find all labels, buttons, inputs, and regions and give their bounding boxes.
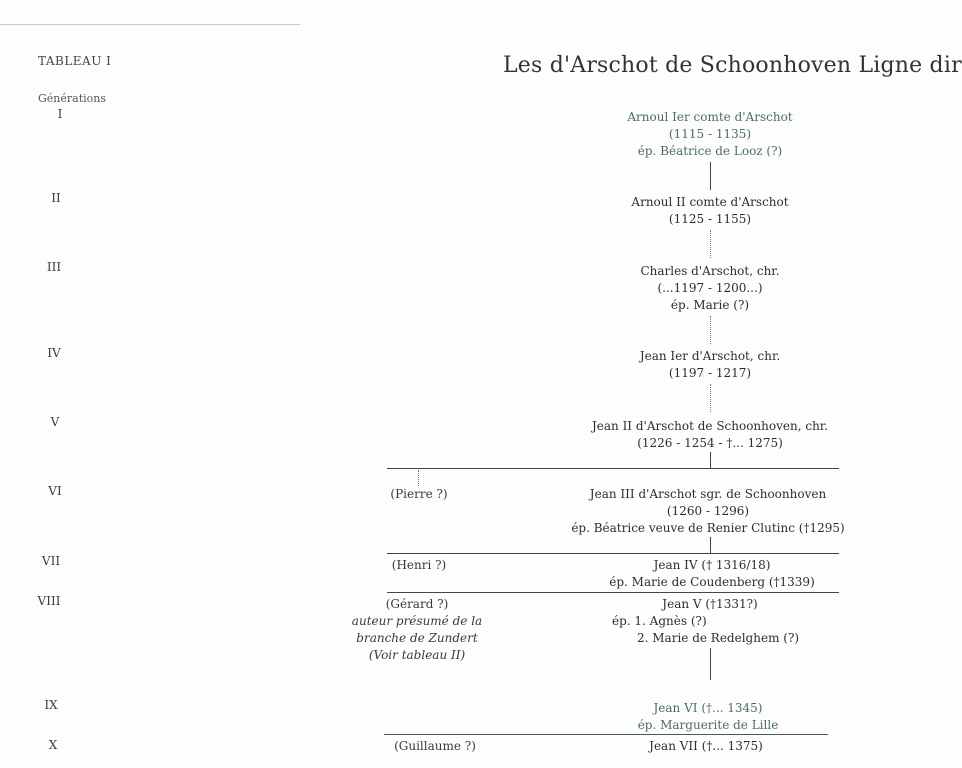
person-jean-v: Jean V (†1331?): [662, 597, 758, 611]
lineage-line: [710, 537, 711, 553]
person-jean-v-spouses: ép. 1. Agnès (?) 2. Marie de Redelghem (?): [612, 614, 800, 645]
person-jean-iv: Jean IV († 1316/18) ép. Marie de Coudenberg (†1339): [609, 558, 815, 589]
person-jean-vii: Jean VII (†... 1375): [649, 739, 763, 753]
generation-number: VIII: [37, 594, 61, 608]
generation-number: X: [48, 738, 58, 752]
generation-number: V: [50, 415, 60, 429]
person-jean-vi: Jean VI (†... 1345) ép. Marguerite de Lille: [637, 701, 779, 732]
person-charles: Charles d'Arschot, chr. (...1197 - 1200...) ép. Marie (?): [640, 264, 780, 312]
sibling-bar: [387, 592, 839, 593]
generation-number: I: [57, 107, 63, 121]
person-gerard: (Gérard ?) auteur présumé de la branche de Zundert (Voir tableau II): [351, 597, 483, 662]
person-henri: (Henri ?): [391, 558, 447, 572]
generation-number: II: [51, 191, 61, 205]
uncertain-lineage-line: [418, 470, 419, 486]
lineage-line: [710, 162, 711, 190]
person-arnoul-i: Arnoul Ier comte d'Arschot (1115 - 1135) ép. Béatrice de Looz (?): [627, 110, 793, 158]
scan-edge-line: [0, 24, 300, 25]
person-jean-ii: Jean II d'Arschot de Schoonhoven, chr. (1226 - 1254 - †... 1275): [591, 419, 829, 450]
generation-number: IX: [44, 698, 58, 712]
lineage-line: [710, 648, 711, 680]
sibling-bar: [384, 734, 828, 735]
uncertain-lineage-line: [710, 384, 711, 412]
sibling-bar: [387, 468, 839, 469]
person-arnoul-ii: Arnoul II comte d'Arschot (1125 - 1155): [631, 195, 789, 226]
person-jean-iii: Jean III d'Arschot sgr. de Schoonhoven (1260 - 1296) ép. Béatrice veuve de Renier Clutinc (†1295): [571, 487, 845, 535]
generations-header: Générations: [38, 92, 106, 105]
generation-number: IV: [47, 346, 61, 360]
person-guillaume: (Guillaume ?): [394, 739, 476, 753]
tableau-label: TABLEAU I: [38, 54, 112, 68]
person-jean-i: Jean Ier d'Arschot, chr. (1197 - 1217): [639, 349, 781, 380]
generation-number: III: [46, 260, 62, 274]
generation-number: VII: [41, 554, 61, 568]
lineage-line: [710, 452, 711, 468]
uncertain-lineage-line: [710, 230, 711, 258]
uncertain-lineage-line: [710, 316, 711, 344]
page-title: Les d'Arschot de Schoonhoven Ligne dir: [503, 53, 962, 78]
person-pierre: (Pierre ?): [390, 487, 448, 501]
sibling-bar: [387, 553, 839, 554]
generation-number: VI: [48, 484, 62, 498]
